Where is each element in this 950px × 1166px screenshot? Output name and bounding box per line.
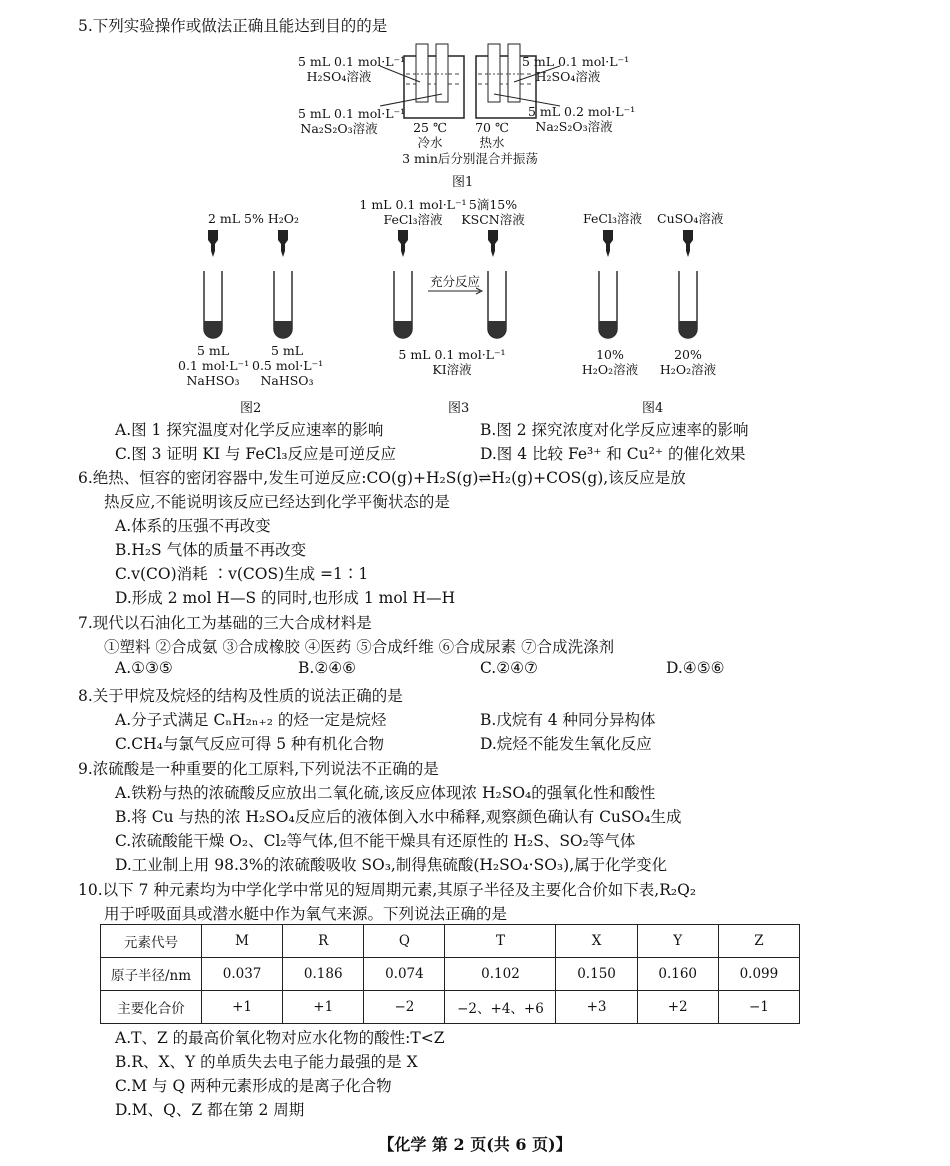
table-cell: +1 [202,991,283,1024]
q10-stem-line1: 10.以下 7 种元素均为中学化学中常见的短周期元素,其原子半径及主要化合价如下表,R₂Q₂ [78,881,697,899]
q6-stem-line1: 6.绝热、恒容的密闭容器中,发生可逆反应:CO(g)+H₂S(g)⇌H₂(g)+COS(g),该反应是放 [78,469,686,487]
q5-option-a: A.图 1 探究温度对化学反应速率的影响 [115,421,384,439]
fig1-right-top-label: 5 mL 0.1 mol·L⁻¹ H₂SO₄溶液 [522,54,630,84]
table-cell: 0.037 [202,958,283,991]
q9-option-c: C.浓硫酸能干燥 O₂、Cl₂等气体,但不能干燥具有还原性的 H₂S、SO₂等气体 [115,832,636,850]
q9-option-b: B.将 Cu 与热的浓 H₂SO₄反应后的液体倒入水中稀释,观察颜色确认有 CuSO₄生成 [115,808,682,826]
q5-stem: 5.下列实验操作或做法正确且能达到目的的是 [78,17,388,35]
table-cell: 元素代号 [101,925,202,958]
q7-option-b: B.②④⑥ [298,659,357,677]
table-cell: 0.160 [637,958,718,991]
table-cell: −2 [364,991,445,1024]
table-cell: Z [718,925,799,958]
table-cell: Q [364,925,445,958]
q10-option-d: D.M、Q、Z 都在第 2 周期 [115,1101,305,1119]
q10-stem-line2: 用于呼吸面具或潜水艇中作为氧气来源。下列说法正确的是 [104,905,508,923]
q6-option-b: B.H₂S 气体的质量不再改变 [115,541,307,559]
table-row [101,958,800,991]
q7-stem: 7.现代以石油化工为基础的三大合成材料是 [78,614,372,632]
fig1-caption: 图1 [452,175,474,190]
table-cell: 原子半径/nm [101,958,202,991]
table-cell: T [445,925,556,958]
fig2-tube1-label: 5 mL 0.1 mol·L⁻¹ NaHSO₃ [178,343,250,388]
table-cell: +3 [556,991,637,1024]
fig1-left-bottom-label: 5 mL 0.1 mol·L⁻¹ Na₂S₂O₃溶液 [298,106,406,136]
table-cell: 0.150 [556,958,637,991]
q5-option-c: C.图 3 证明 KI 与 FeCl₃反应是可逆反应 [115,445,397,463]
q8-stem: 8.关于甲烷及烷烃的结构及性质的说法正确的是 [78,687,403,705]
fig4-tube2-label: 20% H₂O₂溶液 [659,347,717,377]
fig1-cold-bath: 25 ℃ 冷水 [413,120,447,150]
table-cell: −2、+4、+6 [445,991,556,1024]
q8-option-c: C.CH₄与氯气反应可得 5 种有机化合物 [115,735,385,753]
fig4-reagent2: CuSO₄溶液 [657,211,724,226]
table-cell: X [556,925,637,958]
fig3-reagent1: 1 mL 0.1 mol·L⁻¹ FeCl₃溶液 [359,197,467,227]
q7-option-d: D.④⑤⑥ [666,659,725,677]
table-cell: +1 [283,991,364,1024]
fig4-reagent1: FeCl₃溶液 [583,211,642,226]
table-cell: +2 [637,991,718,1024]
q9-option-a: A.铁粉与热的浓硫酸反应放出二氧化硫,该反应体现浓 H₂SO₄的强氧化性和酸性 [115,784,656,802]
fig3-arrow-label: 充分反应 [429,274,480,289]
q5-option-d: D.图 4 比较 Fe³⁺ 和 Cu²⁺ 的催化效果 [480,445,746,463]
table-cell: −1 [718,991,799,1024]
q6-stem-line2: 热反应,不能说明该反应已经达到化学平衡状态的是 [104,493,450,511]
fig3-reagent2: 5滴15% KSCN溶液 [461,197,525,227]
fig4-caption: 图4 [642,401,664,416]
fig4-tube1-label: 10% H₂O₂溶液 [581,347,639,377]
fig1-right-bottom-label: 5 mL 0.2 mol·L⁻¹ Na₂S₂O₃溶液 [528,104,636,134]
q8-option-d: D.烷烃不能发生氧化反应 [480,735,652,753]
table-cell: 0.186 [283,958,364,991]
fig3-caption: 图3 [448,401,470,416]
fig1-left-top-label: 5 mL 0.1 mol·L⁻¹ H₂SO₄溶液 [298,54,406,84]
fig3-tube-label: 5 mL 0.1 mol·L⁻¹ KI溶液 [398,347,506,377]
q8-option-a: A.分子式满足 CₙH₂ₙ₊₂ 的烃一定是烷烃 [115,711,387,729]
fig1-note: 3 min后分别混合并振荡 [402,151,538,166]
table-row [101,991,800,1024]
q5-option-b: B.图 2 探究浓度对化学反应速率的影响 [480,421,749,439]
fig1-hot-bath: 70 ℃ 热水 [475,120,509,150]
table-cell: Y [637,925,718,958]
q10-option-c: C.M 与 Q 两种元素形成的是离子化合物 [115,1077,392,1095]
fig2-tube2-label: 5 mL 0.5 mol·L⁻¹ NaHSO₃ [252,343,324,388]
table-cell: 主要化合价 [101,991,202,1024]
q7-option-c: C.②④⑦ [480,659,538,677]
q6-option-d: D.形成 2 mol H—S 的同时,也形成 1 mol H—H [115,589,456,607]
q9-stem: 9.浓硫酸是一种重要的化工原料,下列说法不正确的是 [78,760,439,778]
table-cell: 0.099 [718,958,799,991]
page-footer: 【化学 第 2 页(共 6 页)】 [378,1135,572,1154]
q7-items: ①塑料 ②合成氨 ③合成橡胶 ④医药 ⑤合成纤维 ⑥合成尿素 ⑦合成洗涤剂 [104,638,615,656]
q9-option-d: D.工业制上用 98.3%的浓硫酸吸收 SO₃,制得焦硫酸(H₂SO₄·SO₃),属于化学变化 [115,856,668,874]
q6-option-c: C.v(CO)消耗 ∶v(COS)生成 =1∶1 [115,565,369,583]
q10-option-a: A.T、Z 的最高价氧化物对应水化物的酸性:T<Z [115,1029,445,1047]
table-cell: 0.074 [364,958,445,991]
table-cell: R [283,925,364,958]
element-table [100,924,800,1024]
q6-option-a: A.体系的压强不再改变 [115,517,271,535]
fig2-caption: 图2 [240,401,262,416]
table-header-row [101,925,800,958]
table-cell: M [202,925,283,958]
fig2-reagent: 2 mL 5% H₂O₂ [208,211,300,226]
q8-option-b: B.戊烷有 4 种同分异构体 [480,711,656,729]
q7-option-a: A.①③⑤ [115,659,173,677]
table-cell: 0.102 [445,958,556,991]
q10-option-b: B.R、X、Y 的单质失去电子能力最强的是 X [115,1053,418,1071]
